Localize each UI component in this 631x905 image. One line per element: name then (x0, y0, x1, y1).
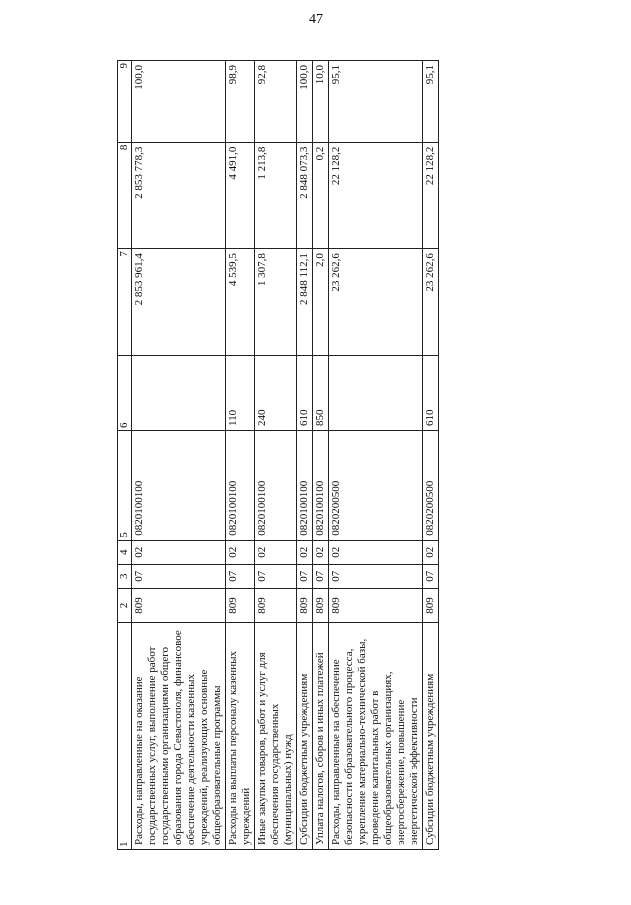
table-row (132, 61, 226, 850)
row-description: Уплата налогов, сборов и иных платежей (313, 623, 329, 850)
budget-table (117, 60, 439, 850)
row-col-9: 100,0 (132, 61, 226, 143)
row-col-8: 2 848 073,3 (297, 142, 313, 249)
row-col-2: 809 (423, 588, 439, 622)
header-col-2: 2 (118, 588, 132, 622)
row-col-3: 07 (329, 564, 423, 588)
row-col-9: 95,1 (423, 61, 439, 143)
row-col-8: 4 491,0 (226, 142, 255, 249)
header-col-6: 6 (118, 355, 132, 430)
row-col-8: 22 128,2 (423, 142, 439, 249)
row-col-7: 2 853 961,4 (132, 249, 226, 356)
row-col-9: 10,0 (313, 61, 329, 143)
row-description: Расходы, направленные на оказание государственных услуг, выполнение работ государственными организациями общего образования города Севастополя, финансовое обеспечение деятельности казенных учреждений, реализующих основные общеобразовательные программы (132, 623, 226, 850)
row-col-6: 850 (313, 355, 329, 430)
rotated-table-frame (117, 60, 513, 850)
row-col-7: 2,0 (313, 249, 329, 356)
row-col-4: 02 (226, 540, 255, 564)
row-col-9: 95,1 (329, 61, 423, 143)
table-row (329, 61, 423, 850)
row-description: Субсидии бюджетным учреждениям (297, 623, 313, 850)
row-col-5: 0820100100 (255, 430, 297, 540)
row-col-5: 0820100100 (226, 430, 255, 540)
row-col-5: 0820100100 (132, 430, 226, 540)
row-col-6 (329, 355, 423, 430)
table-row (226, 61, 255, 850)
row-col-5: 0820100100 (297, 430, 313, 540)
row-col-6 (132, 355, 226, 430)
page-number: 47 (309, 12, 323, 27)
row-col-5: 0820200500 (329, 430, 423, 540)
table-row (423, 61, 439, 850)
row-description: Иные закупки товаров, работ и услуг для обеспечения государственных (муниципальных) нужд (255, 623, 297, 850)
row-col-8: 2 853 778,3 (132, 142, 226, 249)
table-row (313, 61, 329, 850)
table-header-row (118, 61, 132, 850)
row-col-6: 610 (297, 355, 313, 430)
row-col-3: 07 (423, 564, 439, 588)
row-col-7: 23 262,6 (329, 249, 423, 356)
row-col-8: 0,2 (313, 142, 329, 249)
table-row (255, 61, 297, 850)
row-col-4: 02 (329, 540, 423, 564)
row-col-6: 610 (423, 355, 439, 430)
header-col-4: 4 (118, 540, 132, 564)
row-col-8: 1 213,8 (255, 142, 297, 249)
row-col-9: 100,0 (297, 61, 313, 143)
row-col-2: 809 (297, 588, 313, 622)
budget-table-container (117, 60, 513, 850)
header-col-7: 7 (118, 249, 132, 356)
row-col-3: 07 (132, 564, 226, 588)
row-col-5: 0820100100 (313, 430, 329, 540)
header-col-8: 8 (118, 142, 132, 249)
row-col-4: 02 (313, 540, 329, 564)
row-col-7: 2 848 112,1 (297, 249, 313, 356)
row-col-2: 809 (255, 588, 297, 622)
row-col-5: 0820200500 (423, 430, 439, 540)
row-col-2: 809 (313, 588, 329, 622)
row-col-7: 4 539,5 (226, 249, 255, 356)
row-col-2: 809 (226, 588, 255, 622)
row-col-9: 92,8 (255, 61, 297, 143)
header-col-5: 5 (118, 430, 132, 540)
row-col-4: 02 (297, 540, 313, 564)
row-col-3: 07 (313, 564, 329, 588)
row-col-6: 110 (226, 355, 255, 430)
row-col-2: 809 (132, 588, 226, 622)
header-col-9: 9 (118, 61, 132, 143)
row-description: Субсидии бюджетным учреждениям (423, 623, 439, 850)
row-col-3: 07 (255, 564, 297, 588)
row-col-7: 1 307,8 (255, 249, 297, 356)
row-col-3: 07 (226, 564, 255, 588)
header-col-3: 3 (118, 564, 132, 588)
row-description: Расходы, направленные на обеспечение безопасности образовательного процесса, укрепление материально-технической базы, проведение капитальных работ в общеобразовательных организациях, энергосбережение, повышение энергетической эффективности (329, 623, 423, 850)
row-col-4: 02 (255, 540, 297, 564)
table-row (297, 61, 313, 850)
row-col-3: 07 (297, 564, 313, 588)
row-col-7: 23 262,6 (423, 249, 439, 356)
row-col-4: 02 (423, 540, 439, 564)
header-col-1: 1 (118, 623, 132, 850)
row-description: Расходы на выплаты персоналу казенных учреждений (226, 623, 255, 850)
row-col-4: 02 (132, 540, 226, 564)
row-col-2: 809 (329, 588, 423, 622)
row-col-9: 98,9 (226, 61, 255, 143)
row-col-6: 240 (255, 355, 297, 430)
row-col-8: 22 128,2 (329, 142, 423, 249)
